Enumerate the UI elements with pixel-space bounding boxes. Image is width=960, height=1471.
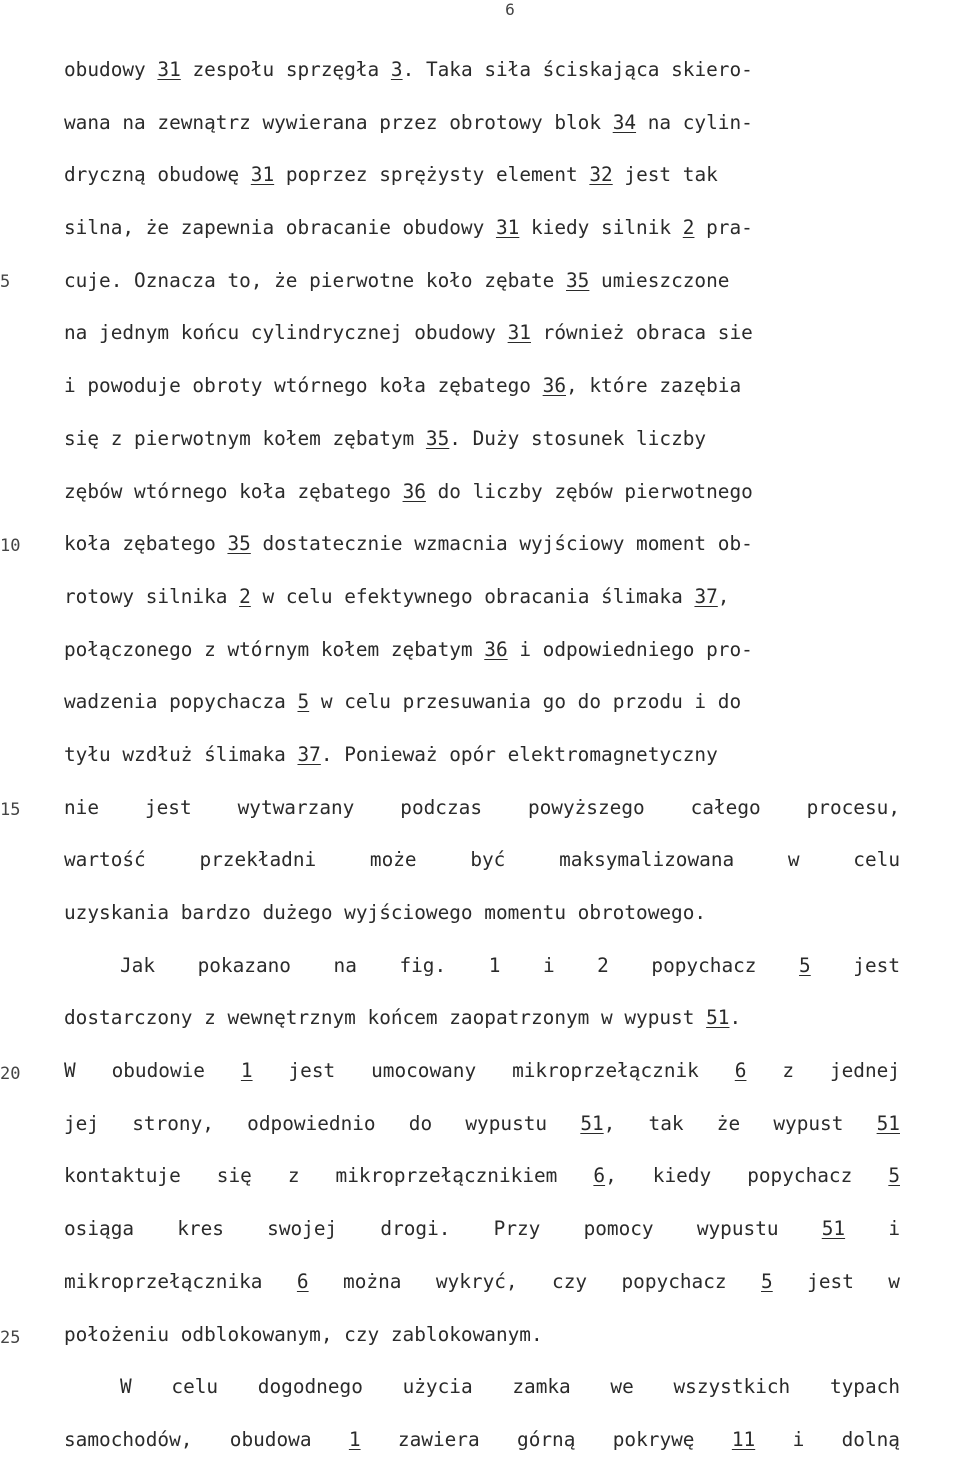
reference-numeral: 1 — [240, 1059, 253, 1083]
text-line — [64, 838, 900, 891]
text-line — [64, 1154, 900, 1207]
reference-numeral: 51 — [821, 1217, 846, 1241]
reference-numeral: 5 — [761, 1269, 773, 1293]
text-segment: położeniu odblokowanym, czy zablokowanym. — [64, 1322, 543, 1346]
reference-numeral: 31 — [157, 58, 181, 81]
text-line — [64, 944, 900, 997]
text-segment: można wykryć, czy popychacz — [308, 1269, 762, 1293]
text-segment: nie jest wytwarzany podczas powyższego całego procesu, — [64, 795, 900, 819]
text-segment: koła zębatego — [64, 532, 228, 556]
text-segment: również obraca sie — [530, 321, 753, 345]
text-segment: jest — [810, 953, 900, 977]
text-segment: zespołu sprzęgła — [180, 58, 391, 81]
text-line — [64, 48, 900, 101]
text-segment: z jednej — [746, 1059, 900, 1083]
text-line — [64, 1102, 900, 1155]
text-segment: i — [845, 1217, 900, 1241]
text-segment: . Taka siła ściskająca skiero- — [402, 58, 753, 81]
text-line — [64, 417, 900, 470]
text-segment: i powoduje obroty wtórnego koła zębatego — [64, 374, 543, 398]
reference-numeral: 6 — [296, 1269, 309, 1293]
line-number: 15 — [0, 800, 21, 820]
text-segment: , tak że wypust — [603, 1111, 877, 1135]
text-segment: na cylin- — [636, 110, 753, 134]
page-number: 6 — [505, 0, 515, 19]
reference-numeral: 51 — [876, 1111, 900, 1135]
text-segment: poprzez sprężysty element — [274, 163, 590, 187]
text-segment: mikroprzełącznika — [64, 1269, 297, 1293]
text-line — [64, 891, 900, 944]
reference-numeral: 1 — [348, 1427, 361, 1451]
reference-numeral: 35 — [425, 426, 450, 450]
text-segment: dryczną obudowę — [64, 163, 251, 187]
text-segment: umieszczone — [589, 268, 730, 292]
text-line — [64, 1049, 900, 1102]
text-segment: jest umocowany mikroprzełącznik — [252, 1059, 735, 1083]
text-segment: na jednym końcu cylindrycznej obudowy — [64, 321, 508, 345]
reference-numeral: 34 — [612, 110, 637, 134]
document-body — [64, 48, 900, 1471]
text-segment: jej strony, odpowiednio do wypustu — [64, 1111, 581, 1135]
text-line — [64, 522, 900, 575]
reference-numeral: 36 — [484, 637, 508, 661]
text-segment: wartość przekładni może być maksymalizowana w celu — [64, 848, 900, 872]
reference-numeral: 51 — [580, 1111, 604, 1135]
reference-numeral: 31 — [250, 163, 275, 187]
text-segment: . — [729, 1006, 742, 1030]
text-line — [64, 575, 900, 628]
text-segment: zawiera górną pokrywę — [360, 1427, 732, 1451]
line-number: 5 — [0, 272, 11, 292]
reference-numeral: 2 — [239, 584, 251, 608]
text-segment: , które zazębia — [566, 374, 742, 398]
text-segment: w celu efektywnego obracania ślimaka — [250, 584, 695, 608]
text-segment: wana na zewnątrz wywierana przez obrotowy blok — [64, 110, 613, 134]
line-number: 25 — [0, 1328, 21, 1348]
text-line — [64, 311, 900, 364]
text-segment: . Ponieważ opór elektromagnetyczny — [320, 742, 718, 766]
text-line — [64, 153, 900, 206]
text-segment: W obudowie — [64, 1059, 241, 1083]
reference-numeral: 31 — [495, 216, 520, 240]
text-segment: do liczby zębów pierwotnego — [425, 479, 753, 503]
text-segment: cuje. Oznacza to, że pierwotne koło zębate — [64, 268, 566, 292]
text-segment: połączonego z wtórnym kołem zębatym — [64, 637, 485, 661]
text-segment: tyłu wzdłuż ślimaka — [64, 742, 298, 766]
text-line — [64, 206, 900, 259]
text-line — [64, 1207, 900, 1260]
text-segment: się z pierwotnym kołem zębatym — [64, 426, 426, 450]
reference-numeral: 5 — [888, 1164, 900, 1188]
reference-numeral: 37 — [694, 584, 718, 608]
text-segment: kontaktuje się z mikroprzełącznikiem — [64, 1164, 594, 1188]
text-segment: pra- — [694, 216, 753, 240]
text-segment: w celu przesuwania go do przodu i do — [309, 690, 742, 714]
text-line — [64, 786, 900, 839]
text-line — [64, 470, 900, 523]
reference-numeral: 3 — [390, 58, 403, 81]
text-segment: wadzenia popychacza — [64, 690, 298, 714]
text-segment: osiąga kres swojej drogi. Przy pomocy wypustu — [64, 1217, 822, 1241]
text-segment: i dolną — [755, 1427, 900, 1451]
text-line — [64, 1313, 900, 1366]
reference-numeral: 35 — [227, 532, 251, 556]
line-number: 20 — [0, 1064, 21, 1084]
text-line — [64, 680, 900, 733]
text-line — [64, 101, 900, 154]
text-segment: , kiedy popychacz — [605, 1164, 889, 1188]
reference-numeral: 11 — [731, 1427, 756, 1451]
text-segment: . Duży stosunek liczby — [449, 426, 707, 450]
text-segment: rotowy silnika — [64, 584, 240, 608]
text-line — [64, 1365, 900, 1418]
text-segment: Jak pokazano na fig. 1 i 2 popychacz — [120, 953, 800, 977]
text-segment: obudowy — [64, 58, 158, 81]
text-line — [64, 1418, 900, 1471]
text-segment: uzyskania bardzo dużego wyjściowego momentu obrotowego. — [64, 901, 707, 924]
text-segment: kiedy silnik — [519, 216, 683, 240]
text-segment: jest tak — [612, 163, 718, 187]
text-line — [64, 259, 900, 312]
reference-numeral: 51 — [706, 1006, 730, 1030]
reference-numeral: 32 — [589, 163, 613, 187]
text-line — [64, 1260, 900, 1313]
reference-numeral: 2 — [682, 216, 695, 240]
reference-numeral: 36 — [542, 374, 566, 398]
text-segment: dostatecznie wzmacnia wyjściowy moment ob- — [250, 532, 753, 556]
reference-numeral: 36 — [402, 479, 426, 503]
text-segment: zębów wtórnego koła zębatego — [64, 479, 403, 503]
text-segment: samochodów, obudowa — [64, 1427, 349, 1451]
reference-numeral: 6 — [734, 1059, 747, 1083]
reference-numeral: 5 — [799, 953, 811, 977]
reference-numeral: 31 — [507, 321, 531, 345]
reference-numeral: 35 — [566, 268, 590, 292]
line-number: 10 — [0, 536, 21, 556]
reference-numeral: 5 — [297, 690, 310, 714]
text-segment: dostarczony z wewnętrznym końcem zaopatrzonym w wypust — [64, 1006, 707, 1030]
text-line — [64, 733, 900, 786]
text-segment: W celu dogodnego użycia zamka we wszystkich typach — [120, 1375, 900, 1399]
text-segment: silna, że zapewnia obracanie obudowy — [64, 216, 496, 240]
text-line — [64, 628, 900, 681]
text-line — [64, 364, 900, 417]
reference-numeral: 6 — [593, 1164, 606, 1188]
text-segment: i odpowiedniego pro- — [507, 637, 753, 661]
text-segment: , — [717, 584, 730, 608]
reference-numeral: 37 — [297, 742, 321, 766]
text-line — [64, 996, 900, 1049]
text-segment: jest w — [772, 1269, 900, 1293]
